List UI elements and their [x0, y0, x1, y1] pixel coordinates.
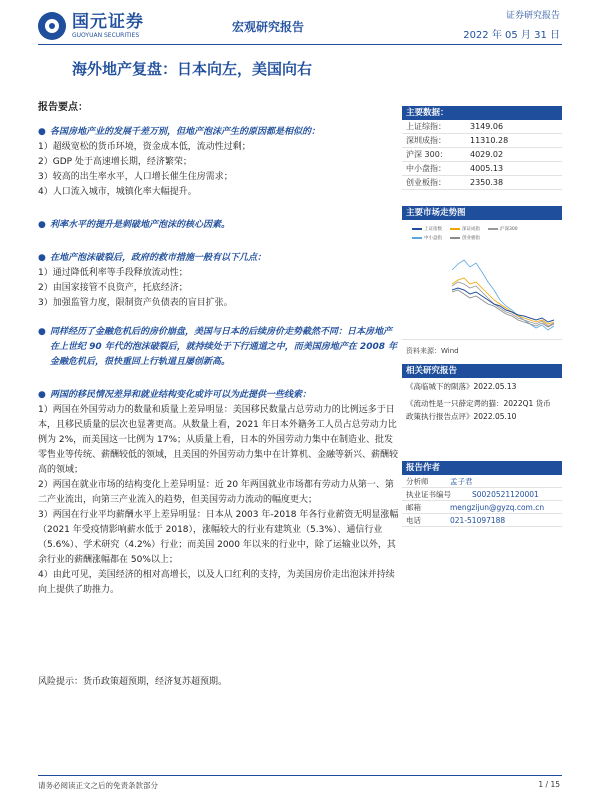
author-row: 分析师 孟子君: [402, 475, 562, 488]
market-trend-chart: [402, 220, 562, 340]
legend-item: 上证指数: [412, 226, 442, 232]
list-item: 2）由国家接管不良资产，托底经济；: [38, 283, 188, 293]
market-data-heading: 主要数据：: [402, 106, 562, 120]
footer-divider: [38, 775, 562, 776]
related-report-item: 《流动性是一只薛定谔的猫：2022Q1 货币政策执行报告点评》2022.05.10: [406, 399, 551, 421]
legend-item: 沪深300: [488, 226, 518, 232]
bullet-icon: ●: [38, 220, 46, 230]
related-report-item: 《高临城下的陨落》2022.05.13: [406, 382, 517, 391]
report-type: 宏观研究报告: [232, 20, 305, 34]
key-point: ● 两国的移民情况差异和就业结构变化或许可以为此提供一些线索：: [38, 388, 400, 403]
logo-chinese-name: 国元证券: [72, 11, 144, 32]
list-item: 3）加强监管力度，限制资产负债表的盲目扩张。: [38, 298, 233, 308]
key-point: ● 各国房地产业的发展千差万别，但地产泡沫产生的原因都是相似的：: [38, 125, 400, 140]
list-item: 1）两国在外国劳动力的数量和质量上差异明显：美国移民数量占总劳动力的比例远多于日本，且移民质量的层次也显著更高。从数量上看，2021 年日本外籍务工人员占总劳动力比例为 2%，而美国这一比例为 17%；从质量上看，日本的外国劳动力集中在制造业、批发零售业等传统、薪酬较低的领域，且美国的外国劳动力集中在计算机、金融等新兴、薪酬较高的领域；: [38, 405, 399, 475]
bullet-icon: ●: [38, 390, 46, 400]
chart-lines: [402, 220, 562, 340]
author-row: 执业证书编号 S0020521120001: [402, 488, 562, 501]
series-line: [452, 288, 554, 322]
list-item: 1）通过降低利率等手段释放流动性；: [38, 268, 188, 278]
company-logo: [38, 12, 144, 40]
related-reports-heading: 相关研究报告: [402, 364, 562, 378]
bullet-icon: ●: [38, 327, 46, 337]
page-header: [0, 0, 600, 50]
footer-disclaimer: 请务必阅读正文之后的免责条款部分: [38, 781, 158, 790]
market-row: 中小盘指： 4005.13: [402, 162, 562, 176]
list-item: 4）由此可见，美国经济的相对高增长，以及人口红利的支持，为美国房价走出泡沫并持续向上提供了助推力。: [38, 570, 395, 595]
series-line: [452, 278, 554, 324]
key-point: ● 同样经历了金融危机后的房价崩盘，美国与日本的后续房价走势截然不同：日本房地产在上世纪 90 年代的泡沫破裂后，就持续处于下行通道之中，而美国房地产在 2008 年金融危机后，很快重回上行轨道且屡创新高。: [38, 325, 400, 370]
bullet-icon: ●: [38, 253, 46, 263]
sidebar: [402, 106, 562, 527]
header-divider: [38, 44, 562, 45]
list-item: 3）较高的出生率水平，人口增长催生住房需求；: [38, 172, 233, 182]
page-title: 海外地产复盘：日本向左，美国向右: [72, 60, 313, 78]
report-summary: [38, 100, 400, 598]
key-point: ● 利率水平的提升是刺破地产泡沫的核心因素。: [38, 218, 400, 233]
author-heading: 报告作者: [402, 461, 562, 475]
logo-mark-icon: [38, 12, 66, 40]
risk-warning: 风险提示：货币政策超预期，经济复苏超预期。: [38, 677, 228, 687]
legend-item: 创业板指: [450, 235, 480, 241]
key-point: ● 在地产泡沫破裂后，政府的救市措施一般有以下几点：: [38, 251, 400, 266]
author-row: 邮箱 mengzijun@gyzq.com.cn: [402, 501, 562, 514]
page-number: 1 / 15: [538, 780, 560, 789]
list-item: 4）人口流入城市，城镇化率大幅提升。: [38, 187, 197, 197]
chart-source: 资料来源：Wind: [406, 347, 459, 355]
bullet-icon: ●: [38, 127, 46, 137]
summary-label: 报告要点：: [38, 102, 88, 113]
report-date: 2022 年 05 月 31 日: [463, 30, 560, 41]
legend-item: 深证成指: [450, 226, 480, 232]
author-row: 电话 021-51097188: [402, 514, 562, 527]
market-row: 创业板指： 2350.38: [402, 176, 562, 190]
list-item: 3）两国在行业平均薪酬水平上差异明显：日本从 2003 年-2018 年各行业薪资无明显涨幅（2021 年受疫情影响薪水低于 2018），涨幅较大的行业有建筑业（5.3%）、通信行业（5.6%）、学术研究（4.2%）行业；而美国 2000 年以来的行业中，除了运输业以外，其余行业的薪酬涨幅都在 50%以上；: [38, 510, 399, 565]
report-category: 证券研究报告: [505, 11, 560, 21]
legend-item: 中小盘指: [412, 235, 442, 241]
logo-english-name: GUOYUAN SECURITIES: [72, 31, 140, 39]
market-row: 沪深 300： 4029.02: [402, 148, 562, 162]
market-row: 上证综指： 3149.06: [402, 120, 562, 134]
list-item: 2）两国在就业市场的结构变化上差异明显：近 20 年两国就业市场都有劳动力从第一、第二产业流出，向第三产业流入的趋势，但美国劳动力流动的幅度更大；: [38, 480, 394, 505]
list-item: 2）GDP 处于高速增长期，经济繁荣；: [38, 157, 192, 167]
list-item: 1）超级宽松的货币环境，资金成本低，流动性过剩；: [38, 142, 251, 152]
chart-heading: 主要市场走势图: [402, 206, 562, 220]
market-row: 深圳成指： 11310.28: [402, 134, 562, 148]
